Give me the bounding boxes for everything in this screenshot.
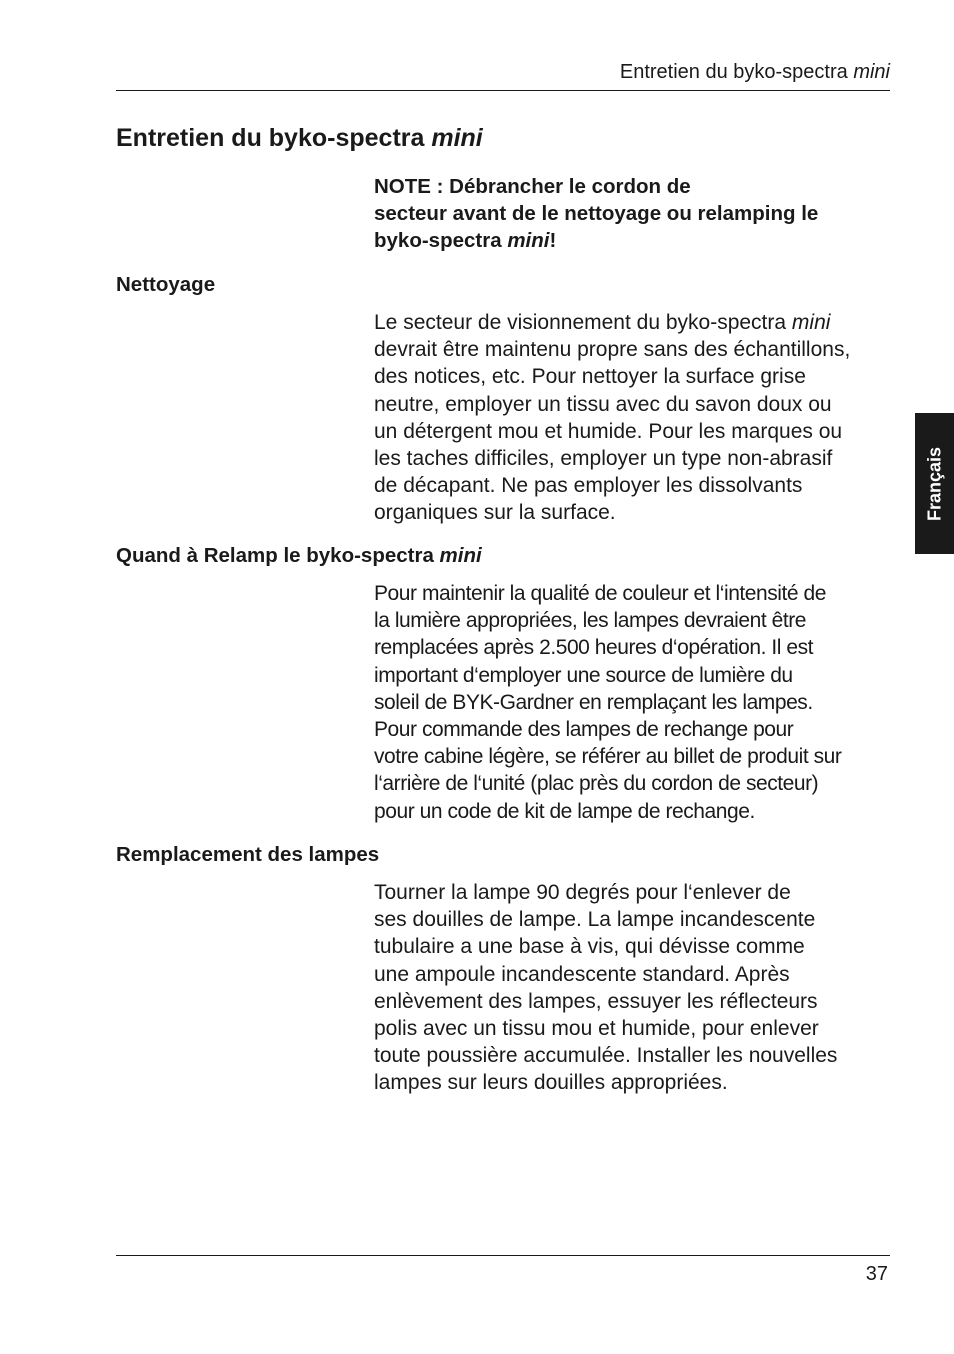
body-line: Pour commande des lampes de rechange pour	[374, 718, 794, 742]
note-line3-suffix: !	[549, 229, 557, 253]
body-line: lampes sur leurs douilles appropriées.	[374, 1071, 728, 1095]
page-title-italic: mini	[431, 124, 483, 152]
running-header	[620, 60, 890, 84]
body-line: tubulaire a une base à vis, qui dévisse comme	[374, 935, 805, 959]
page-title-text: Entretien du byko-spectra	[116, 124, 432, 152]
running-header-italic: mini	[853, 61, 890, 83]
running-header-text: Entretien du byko-spectra	[619, 61, 854, 83]
section-body-relamp	[374, 580, 894, 825]
body-line: ses douilles de lampe. La lampe incandescente	[374, 908, 816, 932]
body-line	[374, 309, 894, 336]
body-line: devrait être maintenu propre sans des échantillons,	[374, 338, 851, 362]
body-line: votre cabine légère, se référer au billet de produit sur	[374, 745, 842, 769]
body-line: polis avec un tissu mou et humide, pour enlever	[374, 1017, 819, 1041]
page-title	[116, 122, 483, 154]
body-line: l‘arrière de l‘unité (plac près du cordon de secteur)	[374, 772, 819, 796]
cleaning-line1-prefix: Le secteur de visionnement du byko-spectra	[374, 311, 792, 334]
body-line: une ampoule incandescente standard. Après	[374, 962, 790, 986]
body-line: remplacées après 2.500 heures d‘opération. Il est	[374, 636, 814, 660]
note-line3-italic: mini	[507, 229, 550, 253]
body-line: neutre, employer un tissu avec du savon doux ou	[374, 392, 832, 416]
language-tab	[915, 413, 954, 554]
section-heading-cleaning: Nettoyage	[116, 273, 216, 296]
body-line: un détergent mou et humide. Pour les marques ou	[374, 419, 843, 443]
note-line: NOTE : Débrancher le cordon de	[374, 175, 691, 198]
body-line: Tourner la lampe 90 degrés pour l‘enlever de	[374, 881, 791, 904]
relamp-heading-italic: mini	[439, 544, 482, 567]
safety-note	[374, 173, 894, 255]
note-line	[374, 227, 894, 254]
note-line3-prefix: byko-spectra	[374, 229, 508, 253]
cleaning-line1-italic: mini	[791, 311, 831, 334]
body-line: organiques sur la surface.	[374, 501, 616, 525]
section-heading-relamp	[116, 543, 482, 569]
note-line: secteur avant de le nettoyage ou relamping le	[374, 202, 819, 226]
body-line: soleil de BYK-Gardner en remplaçant les lampes.	[374, 690, 813, 714]
section-heading-replacement: Remplacement des lampes	[116, 843, 380, 866]
section-body-replacement	[374, 879, 894, 1097]
footer-rule	[116, 1255, 890, 1256]
body-line: Pour maintenir la qualité de couleur et l‘intensité de	[374, 582, 826, 605]
body-line: enlèvement des lampes, essuyer les réflecteurs	[374, 989, 818, 1013]
body-line: de décapant. Ne pas employer les dissolvants	[374, 474, 803, 498]
body-line: la lumière appropriées, les lampes devraient être	[374, 609, 807, 633]
body-line: les taches difficiles, employer un type non-abrasif	[374, 447, 833, 471]
body-line: important d‘employer une source de lumière du	[374, 663, 793, 687]
section-body-cleaning	[374, 309, 894, 527]
page-number: 37	[865, 1263, 888, 1285]
header-rule	[116, 90, 890, 91]
body-line: des notices, etc. Pour nettoyer la surface grise	[374, 365, 806, 389]
body-line: toute poussière accumulée. Installer les nouvelles	[374, 1044, 838, 1068]
relamp-heading-text: Quand à Relamp le byko-spectra	[116, 544, 440, 567]
language-tab-label: Français	[924, 446, 944, 521]
body-line: pour un code de kit de lampe de rechange.	[374, 799, 755, 823]
